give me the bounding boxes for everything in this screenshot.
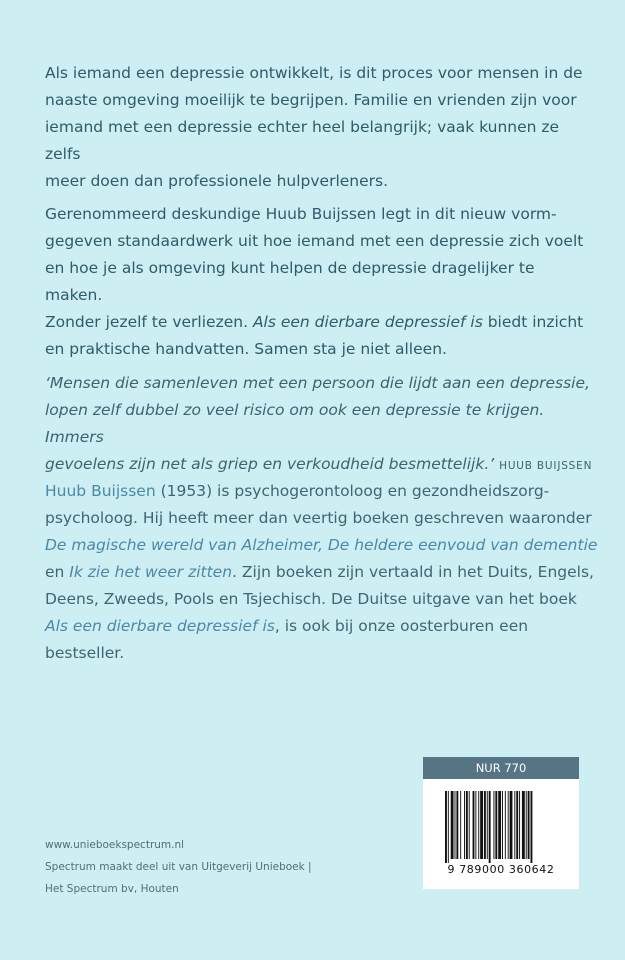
quote-line: lopen zelf dubbel zo veel risico om ook een depressie te krijgen. Immers [45,401,545,446]
barcode-bar [484,791,486,859]
barcode-bar [448,791,449,863]
quote-line [45,451,605,480]
description-line: en praktische handvatten. Samen sta je niet alleen. [45,340,447,358]
author-bio [45,478,605,667]
barcode-bar [473,791,475,859]
barcode-bar [480,791,483,859]
barcode-bar [508,791,509,859]
book-title-italic: Als een dierbare depressief is [45,617,275,635]
description-line [45,309,585,336]
description-paragraph-1 [45,60,585,195]
book-title-italic: De magische wereld van Alzheimer [45,536,318,554]
description-line: iemand met een depressie echter heel belangrijk; vaak kunnen ze zelfs [45,118,560,163]
bio-text: . Zijn boeken zijn vertaald in het Duits, Engels, [232,563,594,581]
barcode-bar [498,791,501,859]
barcode-bar [487,791,488,859]
barcode-bar [495,791,497,859]
barcode-bar [456,791,458,859]
barcode-bar [469,791,470,859]
bio-line [45,532,605,559]
quote-author: HUUB BUIJSSEN [499,460,593,472]
bio-text: en [45,563,70,581]
barcode-bar [514,791,515,859]
book-title-italic: Ik zie het weer zitten [69,563,233,581]
barcode-bar [522,791,525,859]
description-line: Gerenommeerd deskundige Huub Buijssen legt in dit nieuw vorm- [45,205,557,223]
book-title-italic: De heldere eenvoud van dementie [327,536,598,554]
bio-line [45,613,605,667]
description-line: meer doen dan professionele hulpverleners. [45,172,389,190]
description-line: Als iemand een depressie ontwikkelt, is dit proces voor mensen in de [45,64,583,82]
barcode-bar [445,791,447,863]
publisher-line: Het Spectrum bv, Houten [45,883,179,895]
barcode-bar [466,791,468,859]
barcode-bar [455,791,456,859]
barcode-bar [519,791,520,859]
bio-line: psycholoog. Hij heeft meer dan veertig boeken geschreven waaronder [45,509,592,527]
barcode-bar [464,791,465,859]
barcode-bar [510,791,513,859]
description-line: en hoe je als omgeving kunt helpen de depressie dragelijker te maken. [45,259,535,304]
barcode-bar [516,791,518,859]
author-name: Huub Buijssen [45,482,156,500]
barcode-bar [505,791,506,859]
barcode-bar [489,791,491,863]
description-line: gegeven standaardwerk uit hoe iemand met een depressie zich voelt [45,232,584,250]
barcode-bar [451,791,454,859]
bio-line [45,478,605,505]
description-text: biedt inzicht [482,313,584,331]
barcode-bar [460,791,461,859]
description-line: naaste omgeving moeilijk te begrijpen. Familie en vrienden zijn voor [45,91,577,109]
book-title-italic: Als een dierbare depressief is [252,313,483,331]
publisher-website: www.unieboekspectrum.nl [45,839,185,851]
barcode-bars [445,791,557,863]
description-text: Zonder jezelf te verliezen. [45,313,253,331]
bio-text: (1953) is psychogerontoloog en gezondheidszorg- [155,482,550,500]
publisher-line: Spectrum maakt deel uit van Uitgeverij Unieboek | [45,861,312,873]
barcode-bar [526,791,527,859]
nur-code-label: NUR 770 [423,757,579,779]
author-quote [45,370,605,480]
bio-line [45,559,605,586]
barcode-bar [528,791,530,859]
description-paragraph-2 [45,201,585,363]
barcode-bar [531,791,533,863]
bio-text: , is ook bij onze oosterburen een bestseller. [45,617,529,662]
quote-line: ‘Mensen die samenleven met een persoon die lijdt aan een depressie, [45,374,590,392]
isbn-number: 9 789000 360642 [447,863,555,876]
barcode-bar [493,791,494,859]
isbn-barcode [423,779,579,889]
barcode-bar [478,791,479,859]
bio-line: Deens, Zweeds, Pools en Tsjechisch. De Duitse uitgave van het boek [45,590,577,608]
publisher-info [45,834,312,900]
barcode-bar [502,791,503,859]
barcode-bar [475,791,476,859]
bio-separator: , [317,536,328,554]
quote-text: gevoelens zijn net als griep en verkoudheid besmettelijk.’ [45,455,495,473]
